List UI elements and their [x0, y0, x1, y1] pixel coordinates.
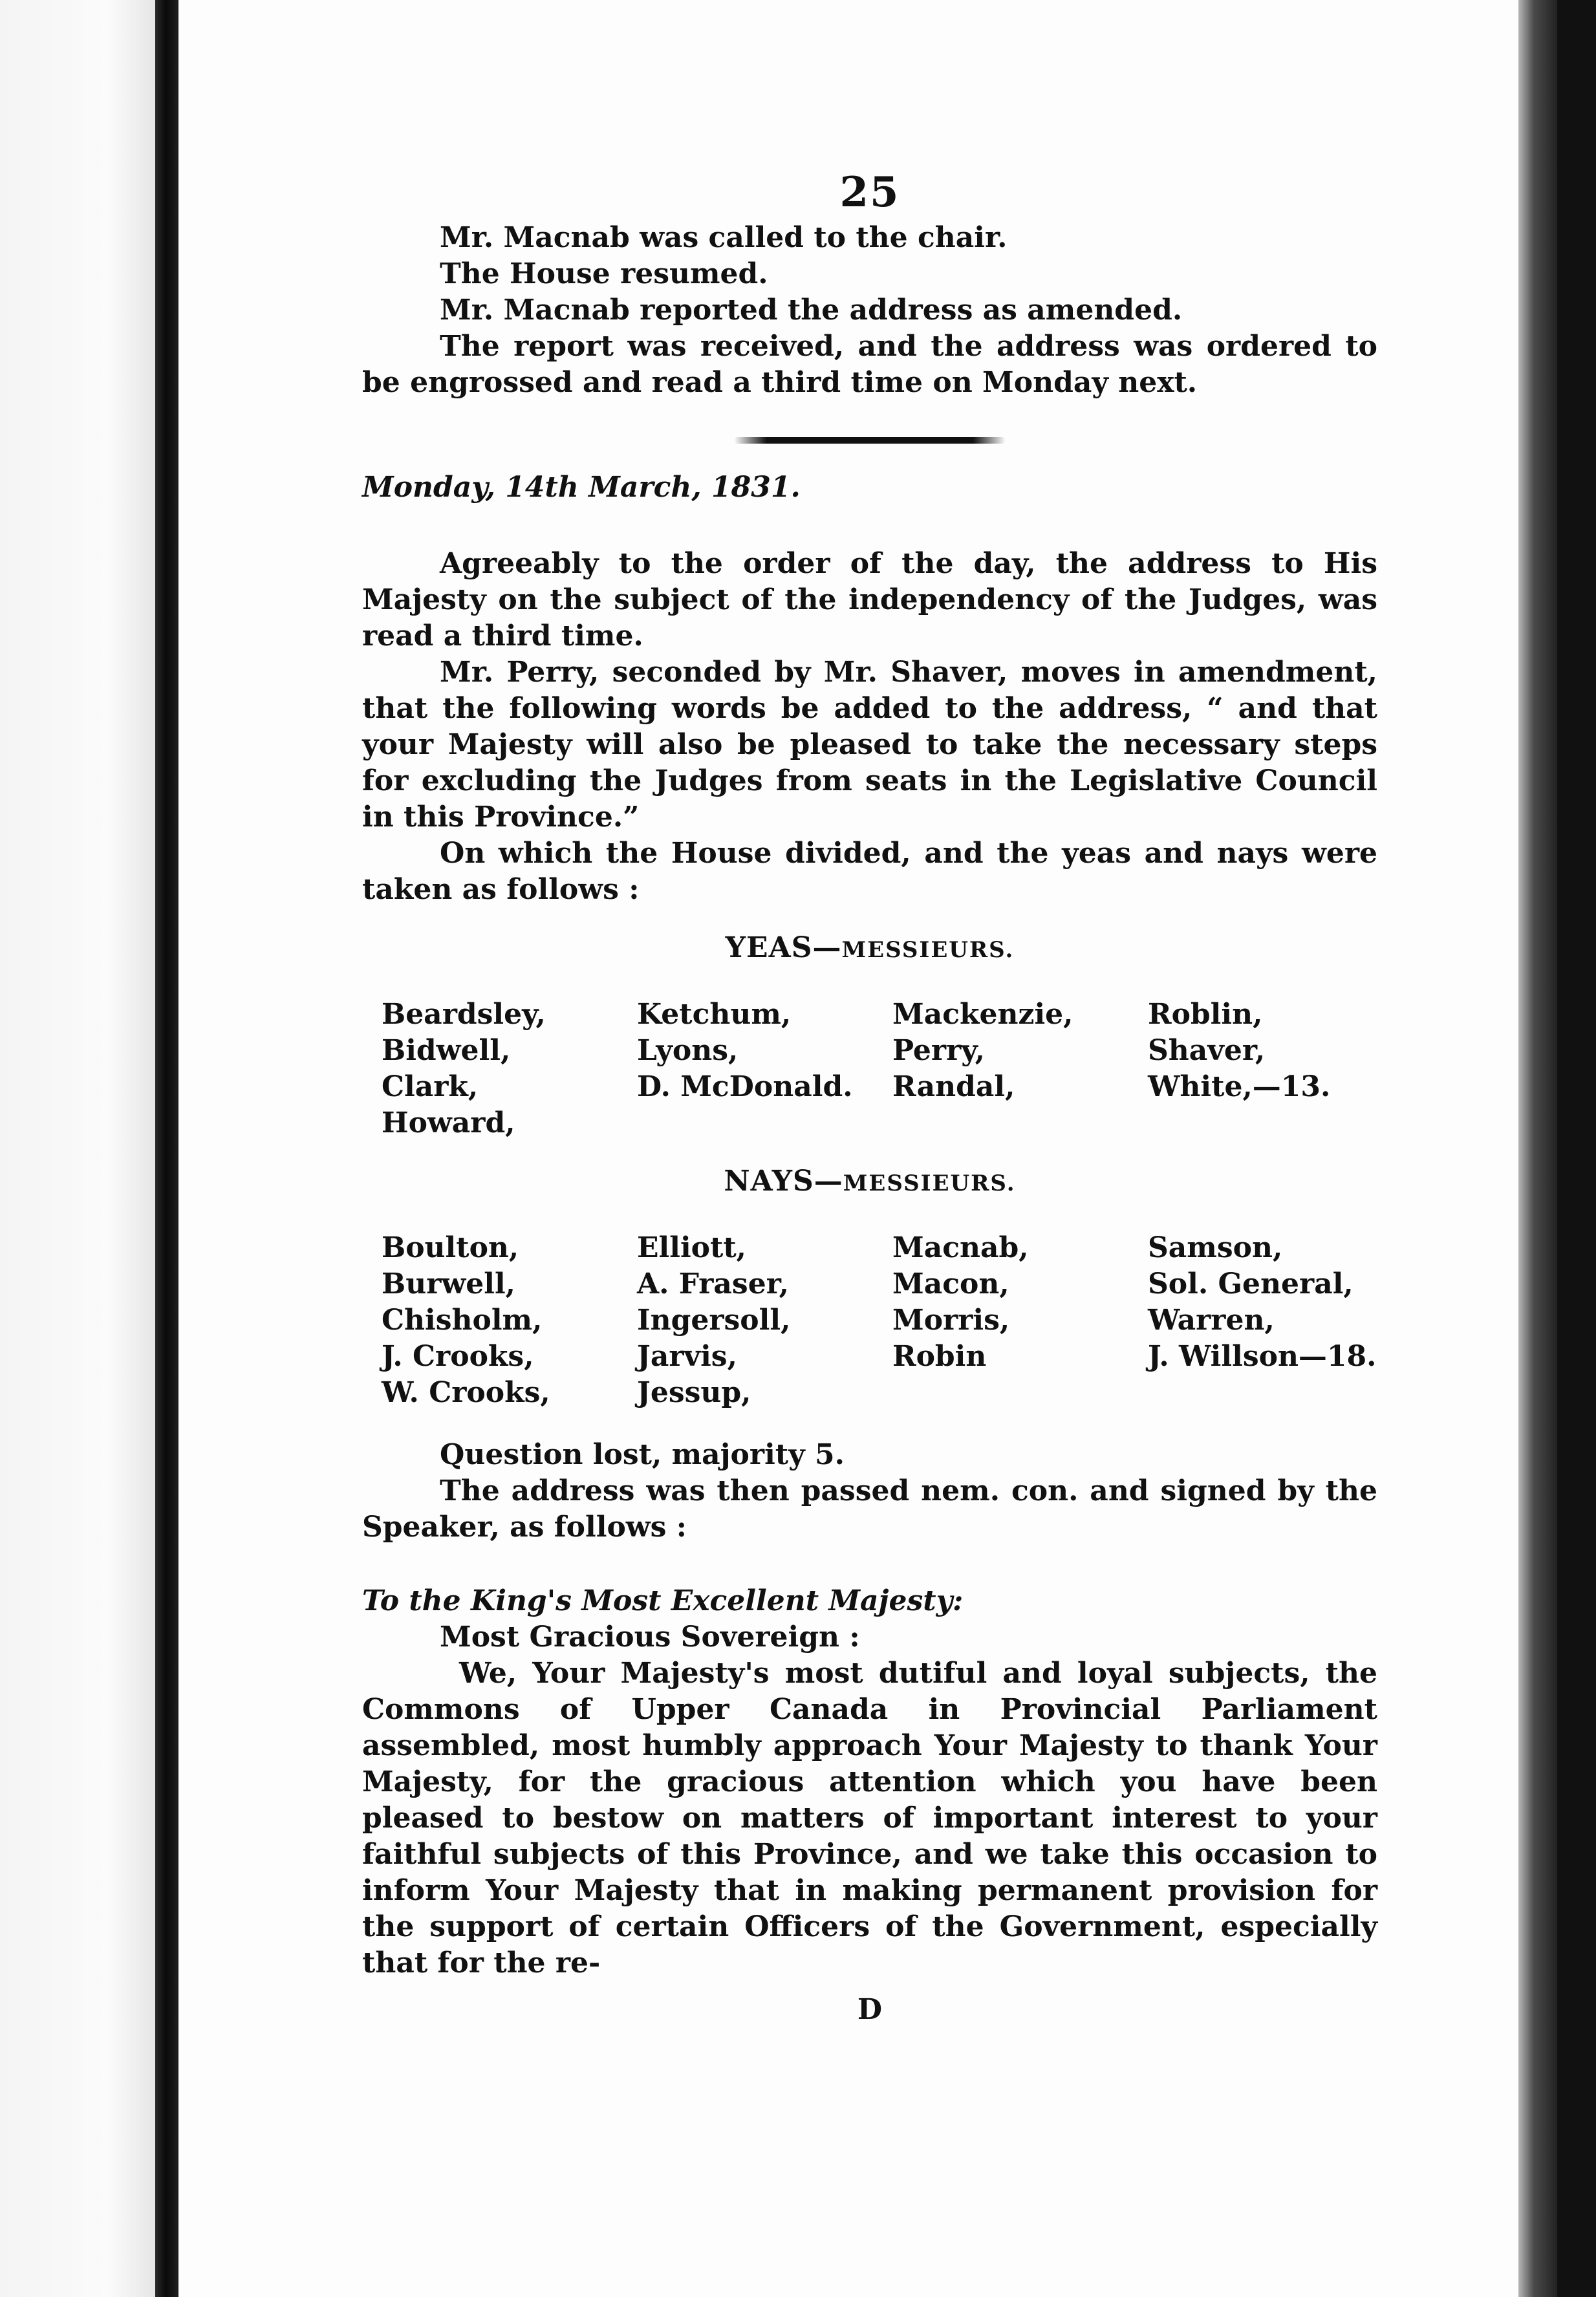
member-name: Mackenzie, — [892, 998, 1073, 1031]
member-name: Macnab, — [892, 1231, 1029, 1264]
member-name: Jarvis, — [637, 1340, 737, 1373]
nays-column — [637, 1230, 892, 1411]
right-page-edge — [1518, 0, 1557, 2297]
member-name: Sol. General, — [1148, 1267, 1353, 1300]
yeas-heading-sub: MESSIEURS. — [841, 937, 1015, 963]
member-name: Ketchum, — [637, 998, 792, 1031]
member-name: J. Crooks, — [382, 1340, 534, 1373]
left-page-edge — [0, 0, 155, 2297]
opening-line: The report was received, and the address was ordered to be engrossed and read a third time on Monday next. — [362, 330, 1377, 399]
nays-column — [382, 1230, 637, 1411]
address-heading: To the King's Most Excellent Majesty: — [362, 1584, 964, 1617]
session-date: Monday, 14th March, 1831. — [362, 471, 801, 504]
member-name: Warren, — [1148, 1304, 1275, 1337]
opening-line: Mr. Macnab was called to the chair. — [440, 221, 1008, 254]
nays-column — [1148, 1230, 1397, 1411]
member-name: Lyons, — [637, 1034, 739, 1067]
salutation: Most Gracious Sovereign : — [440, 1621, 860, 1654]
member-name: Randal, — [892, 1070, 1015, 1103]
member-name: Robin — [892, 1340, 987, 1373]
nays-list — [382, 1230, 1377, 1411]
order-paragraph: Agreeably to the order of the day, the address to His Majesty on the subject of the independency of the Judges, was read a third time. — [362, 547, 1377, 652]
yeas-list — [382, 997, 1377, 1141]
opening-line: The House resumed. — [440, 257, 768, 290]
nays-heading-sub: MESSIEURS. — [843, 1170, 1016, 1196]
member-name: D. McDonald. — [637, 1070, 853, 1103]
member-name: Morris, — [892, 1304, 1010, 1337]
yeas-column — [892, 997, 1148, 1141]
member-name: J. Willson—18. — [1148, 1340, 1377, 1373]
member-name: A. Fraser, — [637, 1267, 789, 1300]
member-name: Burwell, — [382, 1267, 515, 1300]
opening-line: Mr. Macnab reported the address as amended. — [440, 294, 1183, 327]
yeas-column — [637, 997, 892, 1141]
section-rule — [734, 437, 1006, 444]
division-paragraph: On which the House divided, and the yeas and nays were taken as follows : — [362, 837, 1377, 906]
member-name: White,—13. — [1148, 1070, 1331, 1103]
yeas-heading-main: YEAS— — [725, 931, 842, 964]
passed-paragraph: The address was then passed nem. con. and signed by the Speaker, as follows : — [362, 1474, 1377, 1544]
member-name: Roblin, — [1148, 998, 1263, 1031]
yeas-heading — [362, 930, 1377, 968]
member-name: Howard, — [382, 1106, 515, 1139]
address-paragraph: We, Your Majesty's most dutiful and loyal subjects, the Commons of Upper Canada in Provincial Parliament assembled, most humbly approach Your Majesty to thank Your Majesty, for the gracious attention which you have been pleased to bestow on matters of important interest to your faithful subjects of this Province, and we take this occasion to inform Your Majesty that in making permanent provision for the support of certain Officers of the Government, especially that for the re- — [362, 1657, 1377, 1979]
amendment-paragraph: Mr. Perry, seconded by Mr. Shaver, moves in amendment, that the following words be added to the address, “ and that your Majesty will also be pleased to take the necessary steps for excluding the Judges from seats in the Legislative Council in this Province.” — [362, 656, 1377, 834]
member-name: Ingersoll, — [637, 1304, 791, 1337]
yeas-column — [1148, 997, 1397, 1141]
result-line: Question lost, majority 5. — [440, 1438, 845, 1471]
page-content — [362, 168, 1377, 2028]
member-name: W. Crooks, — [382, 1376, 550, 1409]
member-name: Clark, — [382, 1070, 479, 1103]
member-name: Beardsley, — [382, 998, 546, 1031]
member-name: Jessup, — [637, 1376, 751, 1409]
member-name: Shaver, — [1148, 1034, 1266, 1067]
scan-border — [1557, 0, 1596, 2297]
page-number: 25 — [839, 168, 900, 217]
member-name: Bidwell, — [382, 1034, 511, 1067]
member-name: Elliott, — [637, 1231, 746, 1264]
member-name: Chisholm, — [382, 1304, 543, 1337]
member-name: Boulton, — [382, 1231, 519, 1264]
signature-mark: D — [857, 1993, 883, 2026]
member-name: Perry, — [892, 1034, 985, 1067]
yeas-column — [382, 997, 637, 1141]
book-gutter — [155, 0, 178, 2297]
nays-heading-main: NAYS— — [724, 1165, 843, 1198]
member-name: Samson, — [1148, 1231, 1283, 1264]
member-name: Macon, — [892, 1267, 1009, 1300]
nays-heading — [362, 1163, 1377, 1202]
nays-column — [892, 1230, 1148, 1411]
